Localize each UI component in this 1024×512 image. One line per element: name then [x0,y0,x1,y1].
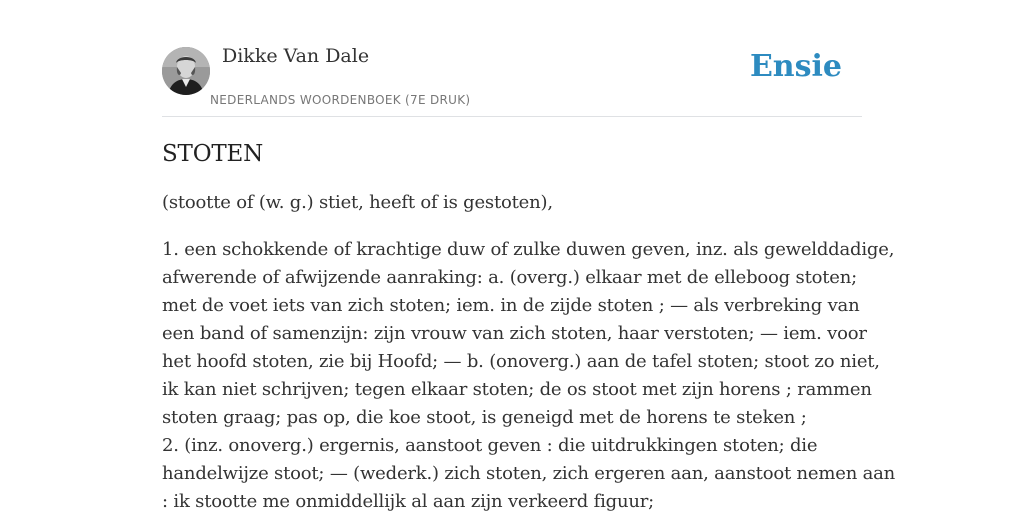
entry-definition [162,236,896,512]
entry-term: STOTEN [162,141,264,167]
entry-content [162,138,896,512]
definition-line: met de voet iets van zich stoten; iem. in de zijde stoten ; — als verbreking van [162,295,860,316]
author-avatar[interactable] [162,47,210,95]
definition-line: 1. een schokkende of krachtige duw of zulke duwen geven, inz. als gewelddadige, [162,239,895,260]
definition-line: het hoofd stoten, zie bij Hoofd; — b. (onoverg.) aan de tafel stoten; stoot zo niet, [162,351,880,372]
definition-line: een band of samenzijn: zijn vrouw van zich stoten, haar verstoten; — iem. voor [162,323,867,344]
definition-line: : ik stootte me onmiddellijk al aan zijn verkeerd figuur; [162,491,655,512]
entry-grammar: (stootte of (w. g.) stiet, heeft of is gestoten), [162,192,553,213]
source-name[interactable]: NEDERLANDS WOORDENBOEK (7E DRUK) [210,93,471,107]
portrait-image [162,47,210,95]
page-header [162,0,862,117]
definition-line: 2. (inz. onoverg.) ergernis, aanstoot geven : die uitdrukkingen stoten; die [162,435,818,456]
definition-line: stoten graag; pas op, die koe stoot, is geneigd met de horens te steken ; [162,407,807,428]
author-name[interactable]: Dikke Van Dale [222,45,370,67]
site-logo[interactable]: Ensie [749,49,842,84]
definition-line: handelwijze stoot; — (wederk.) zich stoten, zich ergeren aan, aanstoot nemen aan [162,463,896,484]
definition-line: ik kan niet schrijven; tegen elkaar stoten; de os stoot met zijn horens ; rammen [162,379,872,400]
definition-line: afwerende of afwijzende aanraking: a. (overg.) elkaar met de elleboog stoten; [162,267,857,288]
